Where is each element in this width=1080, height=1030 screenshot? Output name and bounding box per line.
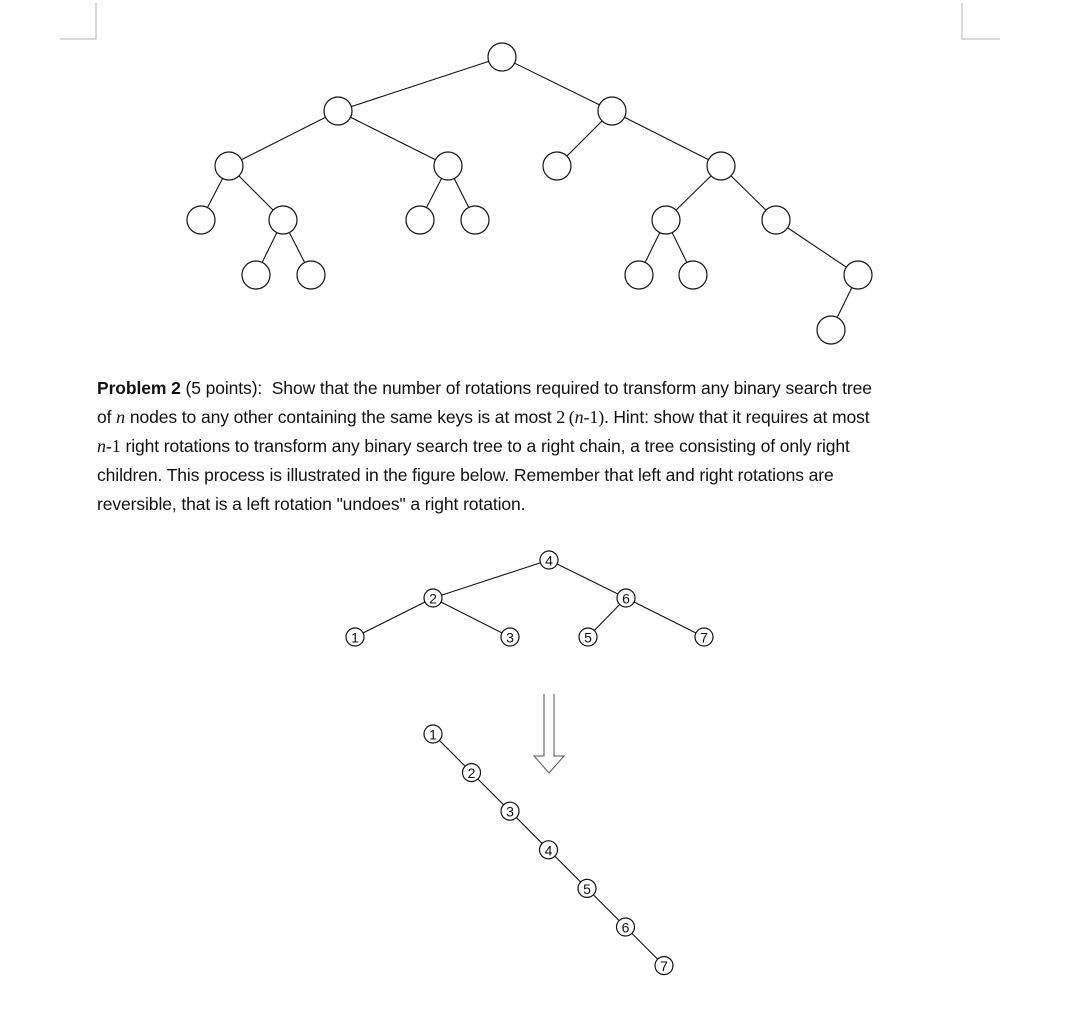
balanced-tree-node xyxy=(346,628,364,646)
tree-node xyxy=(406,206,434,234)
balanced-tree-node xyxy=(540,551,558,569)
math-var-n: n xyxy=(116,407,126,427)
problem-hint-start: Hint: show that it requires at most xyxy=(613,407,870,427)
tree-node xyxy=(324,97,352,125)
problem-line-4 xyxy=(97,461,977,490)
right-chain-node xyxy=(501,802,519,820)
balanced-tree-node xyxy=(424,589,442,607)
tree-edge xyxy=(776,220,858,275)
right-chain-node xyxy=(424,725,442,743)
balanced-tree-node-label: 6 xyxy=(622,590,630,607)
tree-node xyxy=(242,261,270,289)
right-chain-node-label: 3 xyxy=(506,803,514,820)
balanced-tree-edge xyxy=(549,560,626,598)
tree-node xyxy=(434,152,462,180)
problem-title: Problem 2 xyxy=(97,378,181,398)
right-chain-node-label: 2 xyxy=(467,765,476,782)
tree-edge xyxy=(338,57,502,111)
tree-node xyxy=(543,152,571,180)
tree-node xyxy=(707,152,735,180)
balanced-tree-node-label: 5 xyxy=(584,629,592,646)
tree-edge xyxy=(502,57,612,111)
balanced-tree-node xyxy=(579,628,597,646)
problem-text-line-3: right rotations to transform any binary search tree to a right chain, a tree consisting of only right xyxy=(125,436,850,456)
tree-node xyxy=(652,206,680,234)
unlabeled-binary-tree-figure xyxy=(0,0,1080,360)
math-minus-one: -1 xyxy=(105,436,121,456)
balanced-tree-edge xyxy=(433,598,510,637)
right-chain-node xyxy=(540,841,558,859)
balanced-tree-node-label: 4 xyxy=(545,552,553,569)
problem-line-1 xyxy=(97,374,977,403)
problem-points: (5 points): xyxy=(185,378,263,398)
right-chain-node xyxy=(463,764,481,782)
math-n-minus-one xyxy=(97,436,121,456)
tree-node xyxy=(297,261,325,289)
tree-node xyxy=(844,261,872,289)
problem-line-3 xyxy=(97,432,977,461)
right-chain-node-label: 5 xyxy=(583,880,591,897)
balanced-tree-node xyxy=(695,628,713,646)
tree-edge xyxy=(612,111,721,166)
problem-text-of: of xyxy=(97,407,112,427)
balanced-tree-node-label: 7 xyxy=(700,629,708,646)
problem-line-2 xyxy=(97,403,977,432)
math-bound-coef: 2 xyxy=(556,407,566,427)
tree-node xyxy=(625,261,653,289)
math-bound-open: ( xyxy=(568,407,575,427)
right-chain-node xyxy=(617,918,635,936)
down-arrow-icon xyxy=(534,694,564,773)
tree-node xyxy=(762,206,790,234)
tree-node xyxy=(598,97,626,125)
right-chain-node-label: 1 xyxy=(429,726,437,743)
tree-edge xyxy=(229,111,338,166)
problem-line-5 xyxy=(97,490,977,519)
right-chain-node-label: 6 xyxy=(621,919,630,936)
balanced-tree-node-label: 1 xyxy=(351,629,359,646)
problem-text-line-2: nodes to any other containing the same keys is at most xyxy=(129,407,552,427)
tree-node xyxy=(187,206,215,234)
right-chain-node-label: 4 xyxy=(544,842,553,859)
tree-edge xyxy=(338,111,448,166)
balanced-tree-edge xyxy=(355,598,433,637)
rotation-illustration-figure xyxy=(0,530,1080,1030)
math-bound-minus-one: -1 xyxy=(583,407,599,427)
right-chain-node xyxy=(655,957,673,975)
tree-node xyxy=(679,261,707,289)
problem-text-line-5: reversible, that is a left rotation "undoes" a right rotation. xyxy=(97,494,526,514)
math-bound-n: n xyxy=(574,407,584,427)
right-chain-node-label: 7 xyxy=(660,958,668,975)
right-chain-node xyxy=(578,879,596,897)
balanced-tree-node-label: 3 xyxy=(506,629,514,646)
balanced-tree-node xyxy=(501,628,519,646)
problem-text-line-1: Show that the number of rotations required to transform any binary search tree xyxy=(271,378,872,398)
math-bound-close: ). xyxy=(598,407,609,427)
problem-2-statement xyxy=(97,374,977,519)
tree-node xyxy=(215,152,243,180)
balanced-tree-edge xyxy=(433,560,549,598)
balanced-tree-node xyxy=(617,589,635,607)
math-bound xyxy=(556,407,608,427)
tree-node xyxy=(488,43,516,71)
math-n: n xyxy=(97,436,106,456)
tree-node xyxy=(269,206,297,234)
tree-node xyxy=(461,206,489,234)
tree-node xyxy=(817,316,845,344)
balanced-tree-node-label: 2 xyxy=(429,590,437,607)
problem-text-line-4: children. This process is illustrated in the figure below. Remember that left and right rotations are xyxy=(97,465,834,485)
balanced-tree-edge xyxy=(626,598,704,637)
